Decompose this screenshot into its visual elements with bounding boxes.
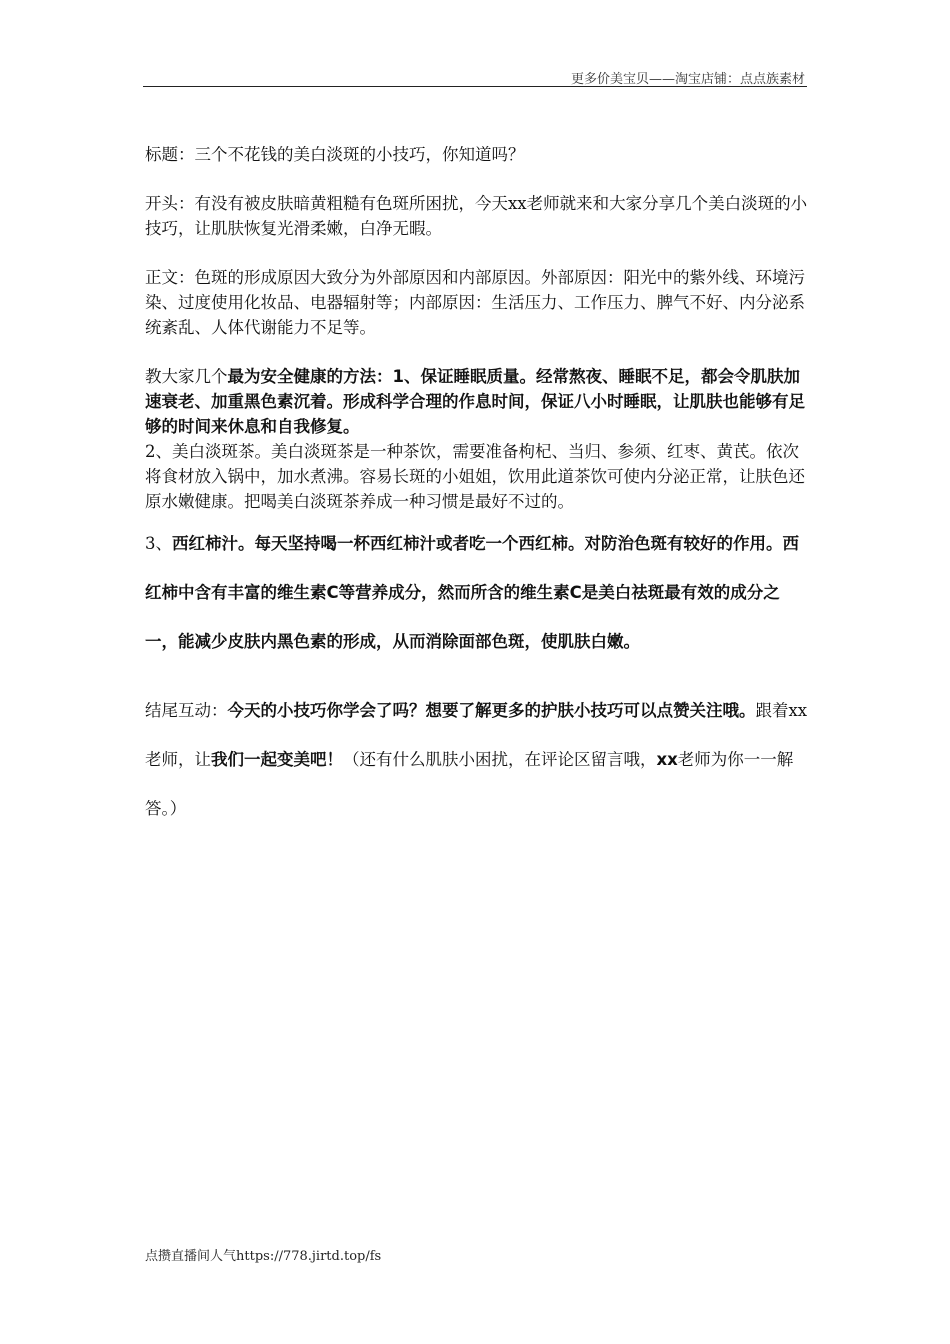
ending-paragraph — [145, 686, 809, 833]
header-divider — [143, 86, 807, 87]
article-body — [145, 142, 809, 833]
method-one-paragraph — [145, 364, 809, 439]
article-opening: 开头：有没有被皮肤暗黄粗糙有色斑所困扰，今天xx老师就来和大家分享几个美白淡斑的小技巧，让肌肤恢复光滑柔嫩，白净无暇。 — [145, 194, 808, 238]
article-main-text: 正文：色斑的形成原因大致分为外部原因和内部原因。外部原因：阳光中的紫外线、环境污染、过度使用化妆品、电器辐射等；内部原因：生活压力、工作压力、脾气不好、内分泌系统紊乱、人体代谢能力不足等。 — [145, 268, 805, 337]
method-three-bold: 西红柿汁。每天坚持喝一杯西红柿汁或者吃一个西红柿。对防治色斑有较好的作用。西红柿中含有丰富的维生素C等营养成分，然而所含的维生素C是美白祛斑最有效的成分之一，能减少皮肤内黑色素的形成，从而消除面部色斑，使肌肤白嫩。 — [145, 534, 799, 651]
method-two-paragraph: 2、美白淡斑茶。美白淡斑茶是一种茶饮，需要准备枸杞、当归、参须、红枣、黄芪。依次将食材放入锅中，加水煮沸。容易长斑的小姐姐，饮用此道茶饮可使内分泌正常，让肤色还原水嫩健康。把喝美白淡斑茶养成一种习惯是最好不过的。 — [145, 442, 805, 511]
ending-tail-one: （还有什么肌肤小困扰，在评论区留言哦， — [343, 750, 657, 769]
ending-middle: 跟着xx老师，让 — [145, 701, 808, 769]
ending-bold-slogan: 我们一起变美吧！ — [211, 750, 343, 769]
method-three-paragraph — [145, 519, 809, 666]
article-title: 标题：三个不花钱的美白淡斑的小技巧，你知道吗？ — [145, 145, 525, 164]
ending-prefix: 结尾互动： — [145, 701, 228, 720]
method-one-bold: 最为安全健康的方法：1、保证睡眠质量。经常熬夜、睡眠不足，都会令肌肤加速衰老、加重黑色素沉着。形成科学合理的作息时间，保证八小时睡眠，让肌肤也能够有足够的时间来休息和自我修复。 — [145, 367, 805, 436]
ending-tail-two: 老师为你一一解答。） — [145, 750, 794, 818]
footer-promo-link[interactable]: 点攒直播间人气https://778.jirtd.top/fs — [145, 1249, 382, 1264]
ending-bold-xx: xx — [656, 750, 678, 769]
method-three-number: 3、 — [145, 534, 172, 553]
ending-bold-question: 今天的小技巧你学会了吗？想要了解更多的护肤小技巧可以点赞关注哦。 — [227, 701, 756, 720]
header-shop-text: 更多价美宝贝——淘宝店铺：点点族素材 — [570, 72, 805, 87]
method-one-prefix: 教大家几个 — [145, 367, 228, 386]
